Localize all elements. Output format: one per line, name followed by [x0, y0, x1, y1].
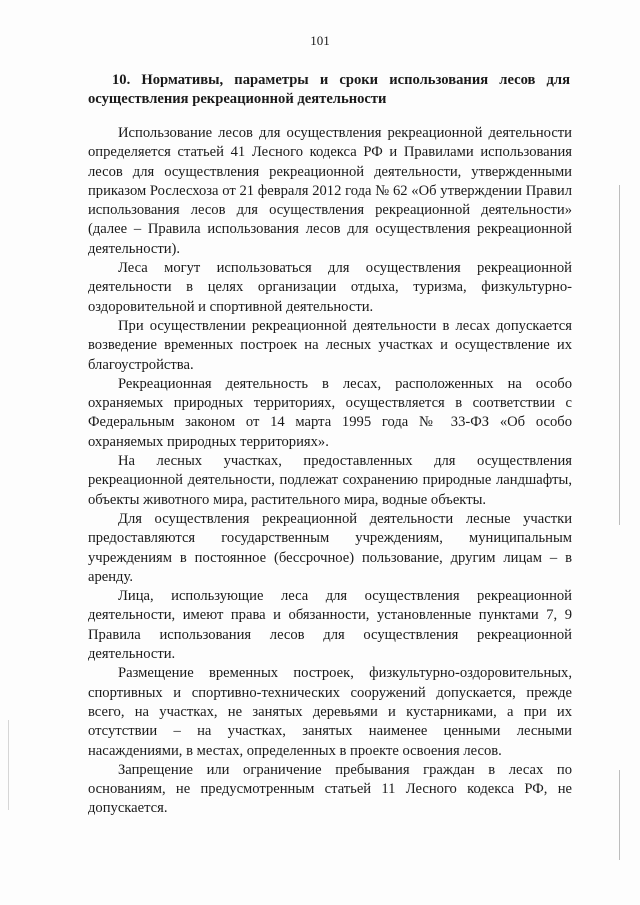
paragraph: Запрещение или ограничение пребывания граждан в лесах по основаниям, не предусмотренным статьей 11 Лесного кодекса РФ, не допускается. — [88, 761, 572, 817]
page-number: 101 — [310, 33, 330, 48]
section-heading: 10. Нормативы, параметры и сроки использования лесов для осуществления рекреационной деятельности — [88, 72, 570, 107]
scan-artifact-line — [8, 720, 9, 810]
section-body — [88, 124, 572, 819]
scan-artifact-line — [619, 185, 620, 525]
paragraph: Лица, использующие леса для осуществления рекреационной деятельности, имеют права и обязанности, установленные пунктами 7, 9 Правила использования лесов для осуществления рекреационной деятельности. — [88, 588, 572, 663]
paragraph: Использование лесов для осуществления рекреационной деятельности определяется статьей 41 Лесного кодекса РФ и Правилами использования лесов для осуществления рекреационной деятельности, утвержденными приказом Рослесхоза от 21 февраля 2012 года № 62 «Об утверждении Правил использования лесов для осуществления рекреационной деятельности» (далее – Правила использования лесов для осуществления рекреационной деятельности). — [88, 125, 572, 257]
paragraph: Размещение временных построек, физкультурно-оздоровительных, спортивных и спортивно-технических сооружений допускается, прежде всего, на участках, не занятых деревьями и кустарниками, а при их отсутствии – на участках, занятых наименее ценными лесными насаждениями, в местах, определенных в проекте освоения лесов. — [88, 665, 572, 759]
paragraph: При осуществлении рекреационной деятельности в лесах допускается возведение временных построек на лесных участках и осуществление их благоустройства. — [88, 317, 572, 373]
scan-artifact-line — [619, 770, 620, 860]
paragraph: Рекреационная деятельность в лесах, расположенных на особо охраняемых природных территориях, осуществляется в соответствии с Федеральным законом от 14 марта 1995 года № 33-ФЗ «Об особо охраняемых природных территориях». — [88, 375, 572, 450]
paragraph: Для осуществления рекреационной деятельности лесные участки предоставляются государственным учреждениям, муниципальным учреждениям в постоянное (бессрочное) пользование, другим лицам – в аренду. — [88, 510, 572, 585]
paragraph: Леса могут использоваться для осуществления рекреационной деятельности в целях организации отдыха, туризма, физкультурно-оздоровительной и спортивной деятельности. — [88, 260, 572, 315]
paragraph: На лесных участках, предоставленных для осуществления рекреационной деятельности, подлежат сохранению природные ландшафты, объекты животного мира, растительного мира, водные объекты. — [88, 453, 572, 508]
